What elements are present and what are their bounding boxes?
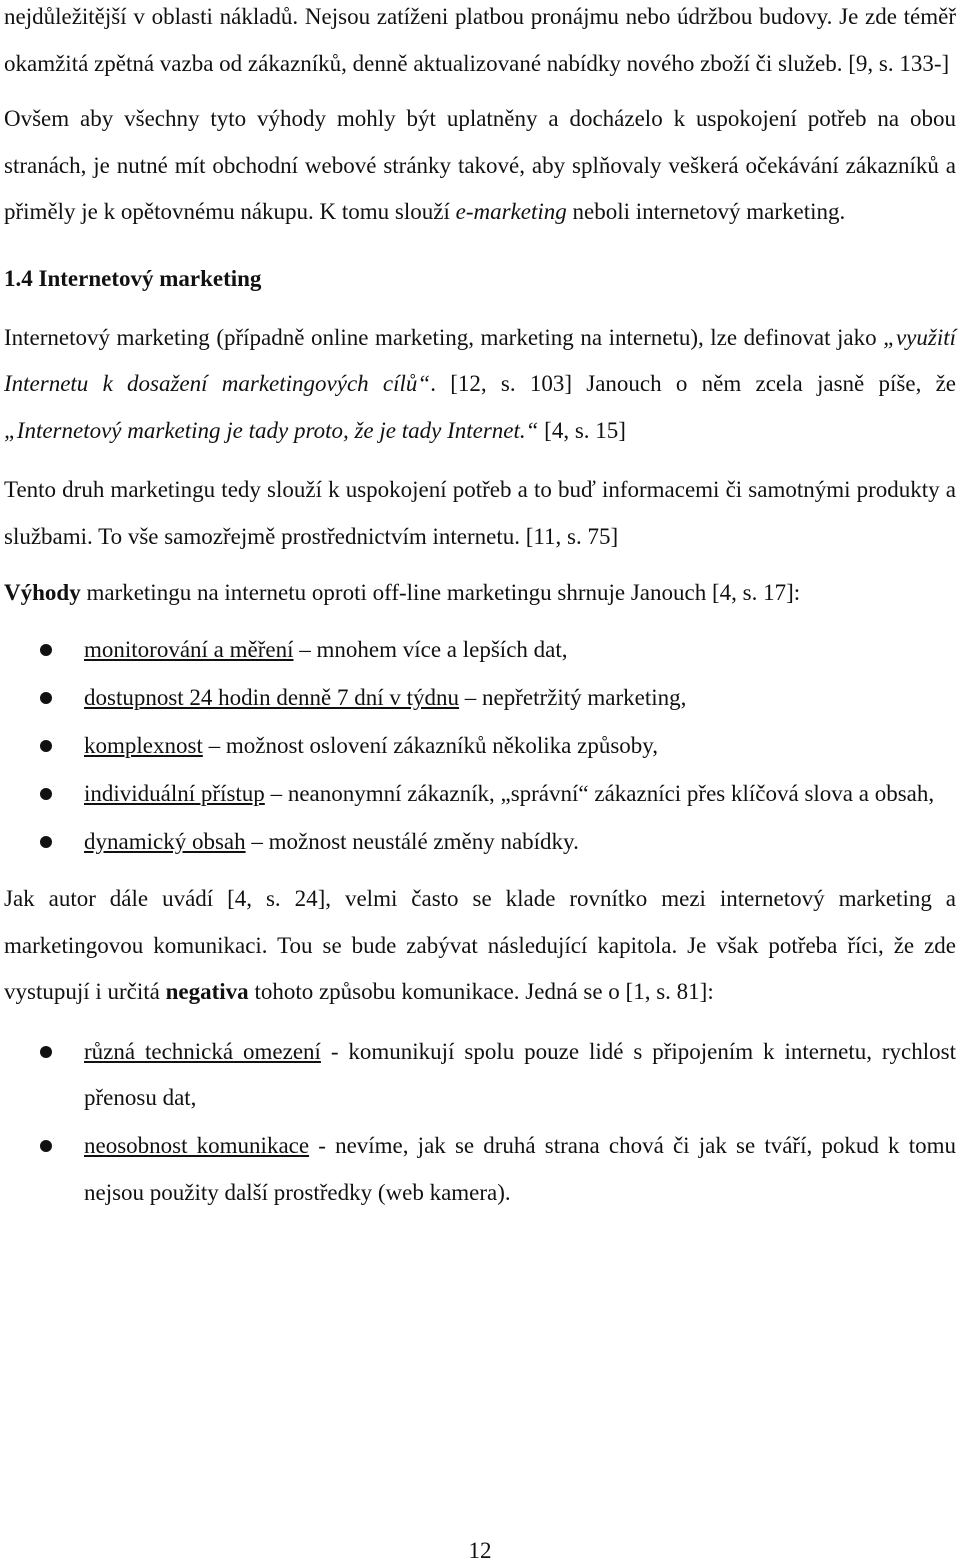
paragraph-negatives [4, 876, 956, 1016]
paragraph-advantages-text: marketingu na internetu oproti off-line marketingu shrnuje Janouch [4, s. 17]: [80, 580, 801, 605]
list-item-term: individuální přístup [84, 780, 265, 806]
paragraph-benefits-text: Ovšem aby všechny tyto výhody mohly být uplatněny a docházelo k uspokojení potřeb na obou stranách, je nutné mít obchodní webové stránky takové, aby splňovaly veškerá očekávání zákazníků a přiměly je k opětovnému nákupu. K tomu slouží [4, 106, 956, 224]
bullet-icon [40, 692, 52, 704]
paragraph-purpose [4, 467, 956, 560]
emarketing-term: e-marketing [455, 199, 567, 224]
list-item-description: - komunikují spolu pouze lidé s připojením k internetu, rychlost přenosu dat, [84, 1038, 956, 1110]
document-page [4, 0, 956, 1216]
paragraph-advantages [4, 570, 956, 617]
paragraph-definition-text: Internetový marketing (případně online marketing, marketing na internetu), lze definovat jako [4, 324, 884, 350]
advantages-list [4, 627, 956, 866]
bullet-icon [40, 1140, 52, 1152]
list-item-term: neosobnost komunikace [84, 1133, 310, 1158]
list-item-description: - nevíme, jak se druhá strana chová či jak se tváří, pokud k tomu nejsou použity další prostředky (web kamera). [84, 1133, 956, 1205]
negatives-list [4, 1029, 956, 1217]
list-item-description: – možnost oslovení zákazníků několika způsoby, [202, 732, 659, 758]
paragraph-definition-middle: . [12, s. 103] Janouch o něm zcela jasně píše, že [430, 371, 956, 396]
list-item-description: – neanonymní zákazník, „správní“ zákazníci přes klíčová slova a obsah, [264, 780, 935, 806]
bullet-icon [40, 1046, 52, 1058]
advantages-bold-word: Výhody [4, 580, 81, 605]
list-item-term: komplexnost [84, 732, 203, 758]
janouch-quote: „Internetový marketing je tady proto, že je tady Internet.“ [4, 417, 539, 443]
bullet-icon [40, 644, 52, 656]
list-item-description: – nepřetržitý marketing, [459, 684, 687, 710]
paragraph-negatives-text-end: tohoto způsobu komunikace. Jedná se o [1, s. 81]: [248, 979, 714, 1004]
paragraph-benefits-text-end: neboli internetový marketing. [566, 199, 846, 224]
paragraph-definition [4, 315, 956, 455]
list-item [4, 819, 956, 866]
bullet-icon [40, 788, 52, 800]
paragraph-intro [4, 0, 956, 87]
list-item-term: monitorování a měření [84, 636, 294, 662]
list-item [4, 723, 956, 770]
paragraph-intro-text: nejdůležitější v oblasti nákladů. Nejsou zatíženi platbou pronájmu nebo údržbou budovy. Je zde téměř okamžitá zpětná vazba od zákazníků, denně aktualizované nabídky nového zboží či služeb. [9, s. 133-] [4, 4, 956, 76]
list-item [4, 771, 956, 818]
definition-quote: „využití Internetu k dosažení marketingových cílů“ [4, 324, 956, 396]
paragraph-purpose-text: Tento druh marketingu tedy slouží k uspokojení potřeb a to buď informacemi či samotnými produkty a službami. To vše samozřejmě prostřednictvím internetu. [11, s. 75] [4, 477, 956, 549]
bullet-icon [40, 740, 52, 752]
page-number: 12 [468, 1538, 492, 1563]
list-item [4, 675, 956, 722]
paragraph-definition-citation: [4, s. 15] [538, 417, 626, 443]
list-item [4, 627, 956, 674]
list-item-description: – mnohem více a lepších dat, [293, 636, 568, 662]
list-item [4, 1123, 956, 1216]
list-item [4, 1029, 956, 1122]
list-item-term: dostupnost 24 hodin denně 7 dní v týdnu [84, 684, 460, 710]
bullet-icon [40, 836, 52, 848]
negatives-bold-word: negativa [165, 979, 249, 1004]
section-heading: 1.4 Internetový marketing [4, 265, 262, 291]
paragraph-negatives-text: Jak autor dále uvádí [4, s. 24], velmi často se klade rovnítko mezi internetový marketing a marketingovou komunikaci. Tou se bude zabývat následující kapitola. Je však potřeba říci, že zde vystupují i určitá [4, 886, 956, 1004]
list-item-description: – možnost neustálé změny nabídky. [245, 828, 579, 854]
list-item-term: dynamický obsah [84, 828, 246, 854]
list-item-term: různá technická omezení [84, 1038, 321, 1064]
paragraph-benefits [4, 96, 956, 236]
